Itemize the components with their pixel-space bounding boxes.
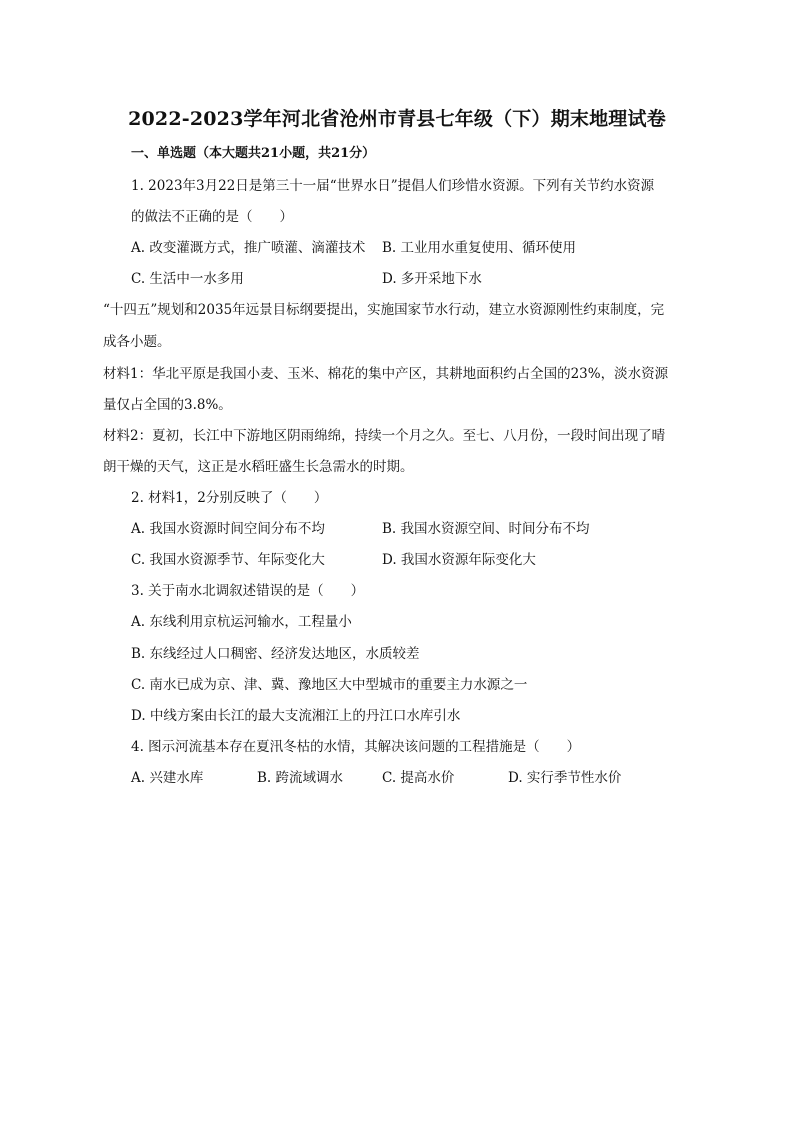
question-1-option-a: A. 改变灌溉方式，推广喷灌、滴灌技术 [131,240,366,256]
question-1-stem-line1: 1. 2023年3月22日是第三十一届“世界水日”提倡人们珍惜水资源。下列有关节约水资源 [131,178,655,194]
question-2-option-d: D. 我国水资源年际变化大 [382,552,536,568]
question-2-option-c: C. 我国水资源季节、年际变化大 [131,552,325,568]
question-4-option-d: D. 实行季节性水价 [508,770,622,786]
section-heading: 一、单选题（本大题共21小题，共21分） [131,146,376,161]
page-title: 2022-2023学年河北省沧州市青县七年级（下）期末地理试卷 [128,108,666,130]
intro-line1: “十四五”规划和2035年远景目标纲要提出，实施国家节水行动，建立水资源刚性约束制度，完 [103,302,665,318]
question-4-option-a: A. 兴建水库 [131,770,204,786]
question-1-option-d: D. 多开采地下水 [382,271,482,287]
material-2-line1: 材料2：夏初，长江中下游地区阴雨绵绵，持续一个月之久。至七、八月份，一段时间出现了晴 [103,428,666,444]
question-1-stem-line2: 的做法不正确的是（ ） [131,209,293,225]
question-4-stem: 4. 图示河流基本存在夏汛冬枯的水情，其解决该问题的工程措施是（ ） [131,739,581,755]
question-2-option-b: B. 我国水资源空间、时间分布不均 [382,521,590,537]
material-1-line1: 材料1：华北平原是我国小麦、玉米、棉花的集中产区，其耕地面积约占全国的23%，淡水资源 [103,366,669,382]
material-2-line2: 朗干燥的天气，这正是水稻旺盛生长急需水的时期。 [103,459,414,475]
material-1-line2: 量仅占全国的3.8%。 [103,397,232,413]
question-3-option-a: A. 东线利用京杭运河输水，工程量小 [131,614,352,630]
intro-line2: 成各小题。 [103,334,171,350]
question-1-option-b: B. 工业用水重复使用、循环使用 [382,240,577,256]
question-1-option-c: C. 生活中一水多用 [131,271,244,287]
question-4-option-c: C. 提高水价 [382,770,455,786]
question-2-stem: 2. 材料1，2分别反映了（ ） [131,490,328,506]
question-2-option-a: A. 我国水资源时间空间分布不均 [131,521,325,537]
question-3-stem: 3. 关于南水北调叙述错误的是（ ） [131,583,365,599]
question-3-option-d: D. 中线方案由长江的最大支流湘江上的丹江口水库引水 [131,708,461,724]
question-3-option-c: C. 南水已成为京、津、冀、豫地区大中型城市的重要主力水源之一 [131,677,528,693]
question-4-option-b: B. 跨流域调水 [257,770,344,786]
question-3-option-b: B. 东线经过人口稠密、经济发达地区，水质较差 [131,646,420,662]
